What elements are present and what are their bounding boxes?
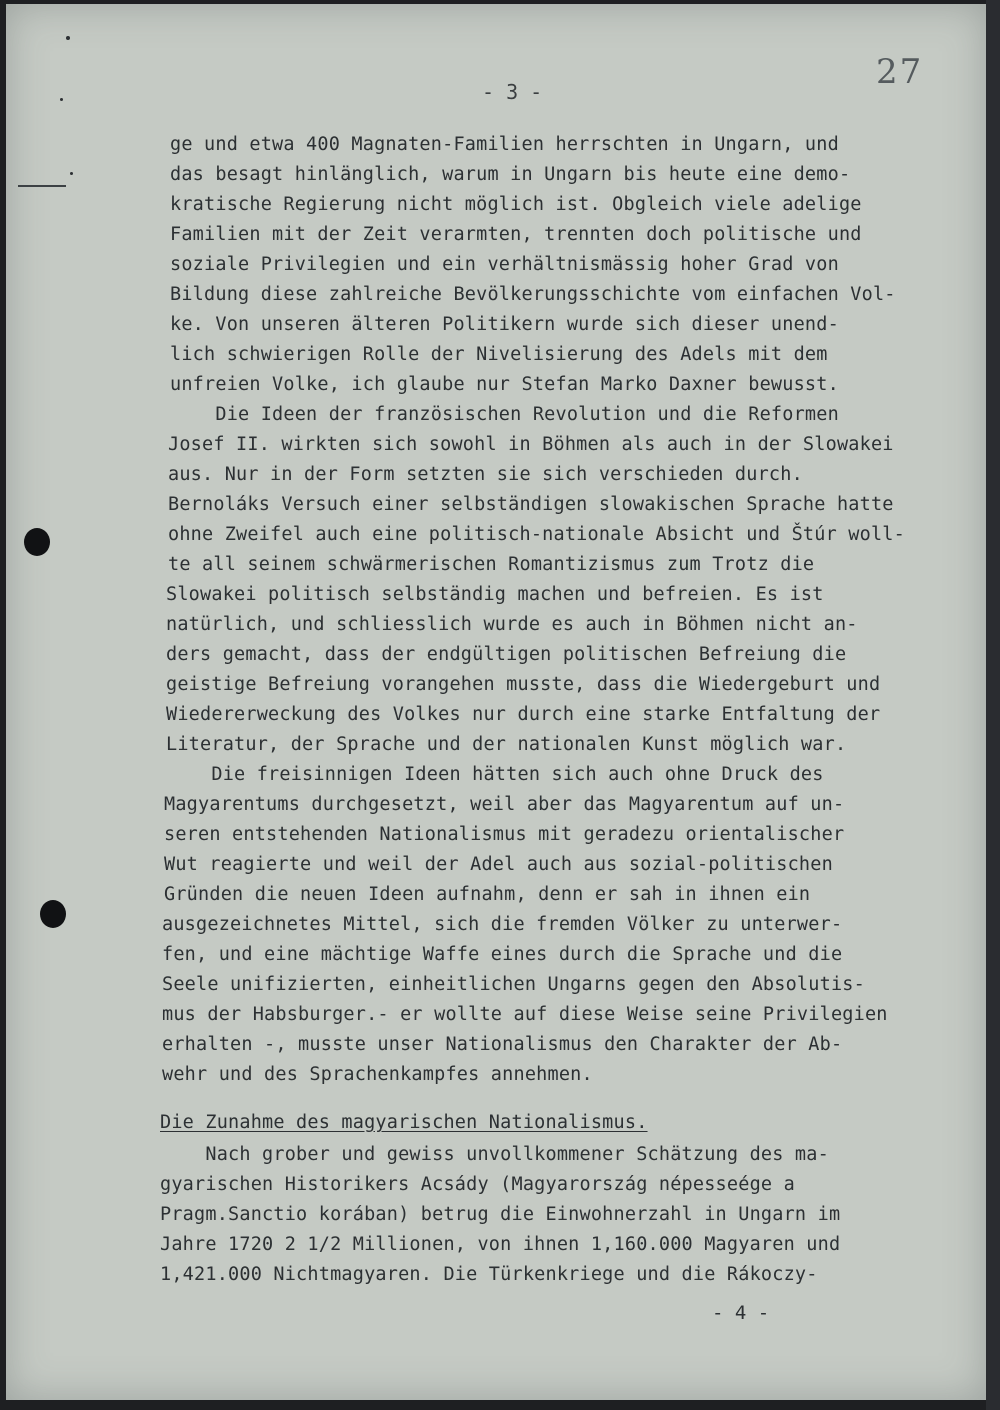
text-line: Slowakei politisch selbständig machen und befreien. Es ist [166, 584, 824, 605]
text-line: Magyarentums durchgesetzt, weil aber das Magyarentum auf un- [164, 794, 845, 815]
margin-mark [18, 185, 66, 187]
text-line: seren entstehenden Nationalismus mit geradezu orientalischer [164, 824, 845, 845]
text-line: ge und etwa 400 Magnaten-Familien herrschten in Ungarn, und [170, 134, 839, 155]
text-line: Die Ideen der französischen Revolution und die Reformen [170, 404, 839, 425]
text-line: Bernoláks Versuch einer selbständigen slowakischen Sprache hatte [168, 494, 894, 515]
text-line: gyarischen Historikers Acsády (Magyarország népesseége a [160, 1174, 795, 1195]
text-line: Pragm.Sanctio korában) betrug die Einwohnerzahl in Ungarn im [160, 1204, 841, 1225]
text-line: ke. Von unseren älteren Politikern wurde sich dieser unend- [170, 314, 839, 335]
text-line: Nach grober und gewiss unvollkommener Schätzung des ma- [160, 1144, 829, 1165]
text-line: ohne Zweifel auch eine politisch-nationale Absicht und Štúr woll- [168, 524, 905, 545]
text-line: natürlich, und schliesslich wurde es auch in Böhmen nicht an- [166, 614, 858, 635]
text-line: geistige Befreiung vorangehen musste, dass die Wiedergeburt und [166, 674, 881, 695]
text-line: Bildung diese zahlreiche Bevölkerungsschichte vom einfachen Vol- [170, 284, 896, 305]
text-line: Die freisinnigen Ideen hätten sich auch ohne Druck des [166, 764, 824, 785]
text-line: Jahre 1720 2 1/2 Millionen, von ihnen 1,160.000 Magyaren und [160, 1234, 841, 1255]
text-line: 1,421.000 Nichtmagyaren. Die Türkenkriege und die Rákoczy- [160, 1264, 818, 1285]
next-page-marker: - 4 - [712, 1302, 770, 1324]
text-line: kratische Regierung nicht möglich ist. Obgleich viele adelige [170, 194, 862, 215]
text-line: mus der Habsburger.- er wollte auf diese Weise seine Privilegien [162, 1004, 888, 1025]
text-line: soziale Privilegien und ein verhältnismässig hoher Grad von [170, 254, 839, 275]
text-line: Literatur, der Sprache und der nationalen Kunst möglich war. [166, 734, 847, 755]
scan-edge [986, 0, 1000, 1410]
text-line: erhalten -, musste unser Nationalismus den Charakter der Ab- [162, 1034, 843, 1055]
text-line: unfreien Volke, ich glaube nur Stefan Marko Daxner bewusst. [170, 374, 839, 395]
text-line: ders gemacht, dass der endgültigen politischen Befreiung die [166, 644, 847, 665]
punch-hole-bottom [40, 900, 66, 928]
text-line: Seele unifizierten, einheitlichen Ungarns gegen den Absolutis- [162, 974, 865, 995]
text-line: Familien mit der Zeit verarmten, trennten doch politische und [170, 224, 862, 245]
text-line: te all seinem schwärmerischen Romantizismus zum Trotz die [168, 554, 815, 575]
text-line: fen, und eine mächtige Waffe eines durch die Sprache und die [162, 944, 843, 965]
ink-speck [60, 98, 63, 101]
text-line: ausgezeichnetes Mittel, sich die fremden Völker zu unterwer- [162, 914, 843, 935]
text-line: das besagt hinlänglich, warum in Ungarn bis heute eine demo- [170, 164, 851, 185]
punch-hole-top [24, 528, 50, 556]
text-line: wehr und des Sprachenkampfes annehmen. [162, 1064, 593, 1085]
ink-speck [66, 36, 70, 40]
text-line: aus. Nur in der Form setzten sie sich verschieden durch. [168, 464, 803, 485]
folio-number: 27 [876, 52, 924, 92]
text-line: Wiedererweckung des Volkes nur durch eine starke Entfaltung der [166, 704, 881, 725]
ink-speck [70, 172, 73, 175]
text-line: Wut reagierte und weil der Adel auch aus sozial-politischen [164, 854, 833, 875]
section-heading: Die Zunahme des magyarischen Nationalismus. [160, 1112, 648, 1133]
text-line: Gründen die neuen Ideen aufnahm, denn er sah in ihnen ein [164, 884, 811, 905]
text-line: lich schwierigen Rolle der Nivelisierung des Adels mit dem [170, 344, 828, 365]
page-number: - 3 - [482, 80, 543, 104]
text-line: Josef II. wirkten sich sowohl in Böhmen als auch in der Slowakei [168, 434, 894, 455]
